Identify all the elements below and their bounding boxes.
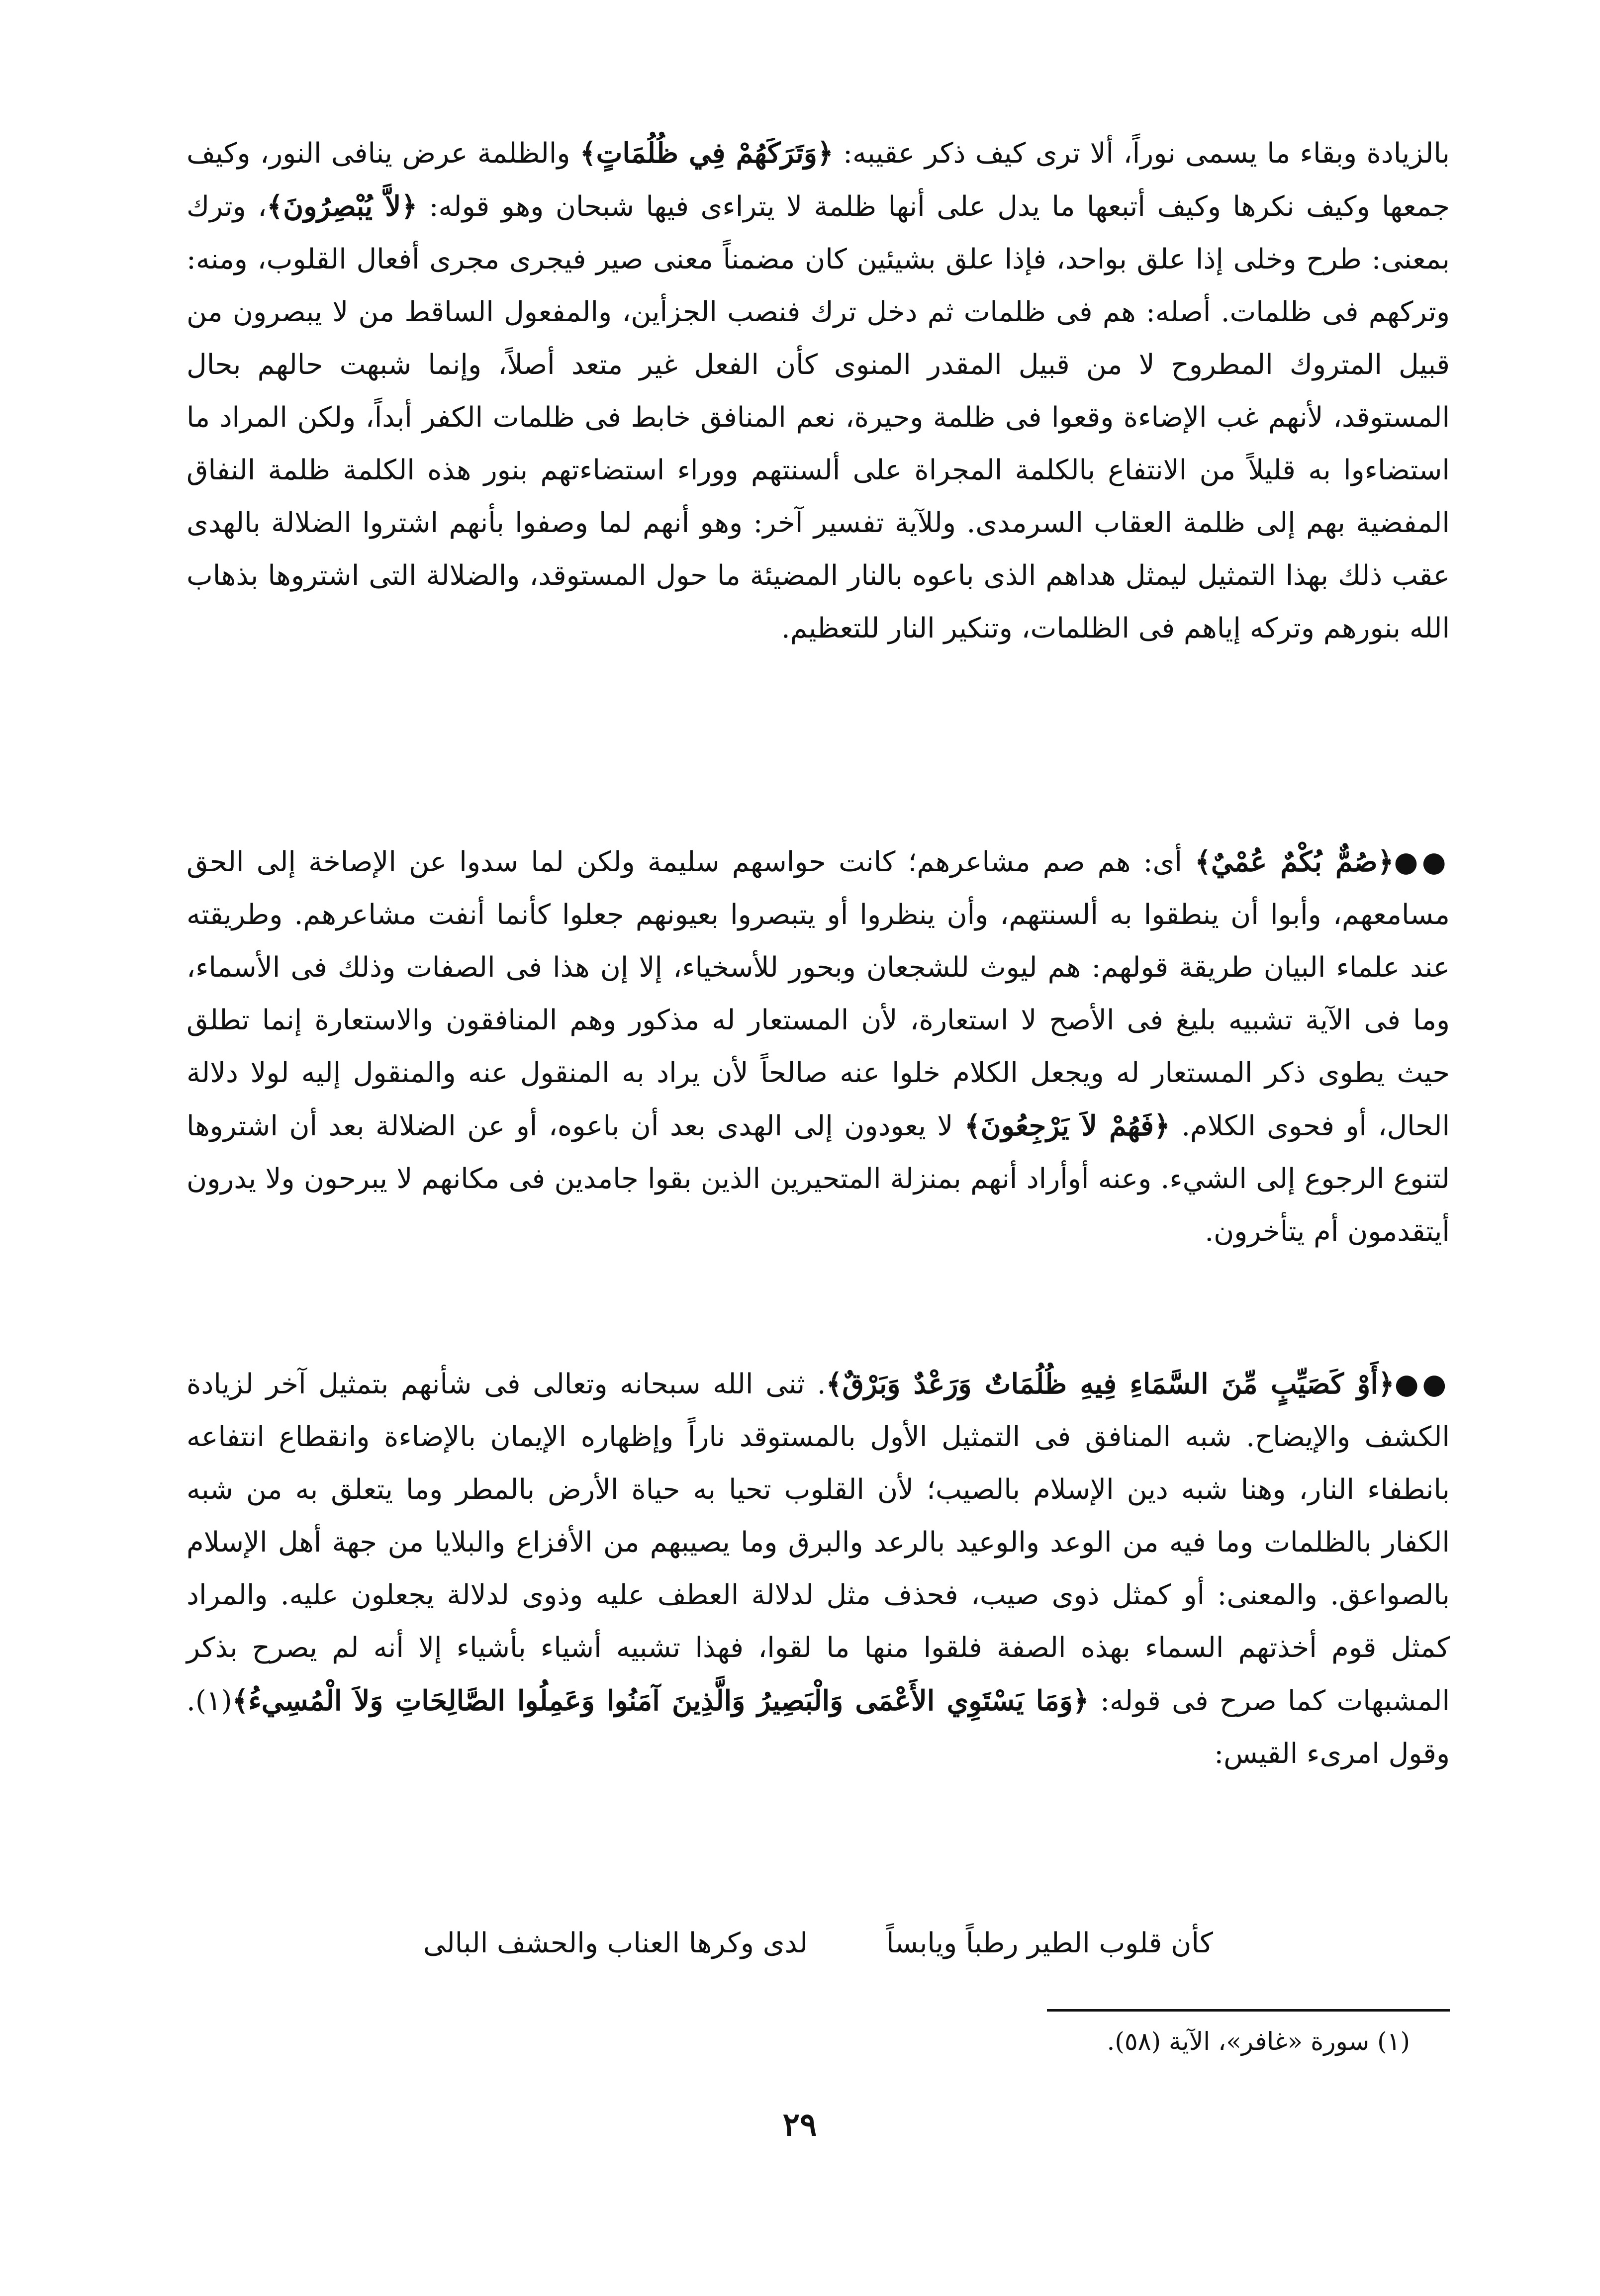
quran-verse: ●● bbox=[1394, 845, 1450, 878]
paragraph-1 bbox=[187, 127, 1450, 655]
paragraph-2-text bbox=[187, 835, 1450, 1258]
paragraph-2 bbox=[187, 835, 1450, 1258]
quran-verse: ﴿وَتَرَكَهُمْ فِي ظُلُمَاتٍ﴾ bbox=[579, 137, 834, 170]
footnote: (١) سورة «غافر»، الآية (٥٨). bbox=[1107, 2027, 1410, 2056]
quran-verse: ●● bbox=[1394, 1368, 1450, 1400]
text-run: . وقول امرىء القيس: bbox=[187, 1685, 1450, 1770]
poem-second-hemistich: لدى وكرها العناب والحشف البالى bbox=[423, 1927, 808, 1959]
text-run: بالزيادة وبقاء ما يسمى نوراً، ألا ترى كيف ذكر عقيبه: bbox=[833, 137, 1450, 170]
paragraph-1-text bbox=[187, 127, 1450, 655]
quran-verse: ﴿لاَّ يُبْصِرُونَ﴾ bbox=[267, 190, 418, 223]
quran-verse: ﴿فَهُمْ لاَ يَرْجِعُونَ﴾ bbox=[964, 1109, 1170, 1142]
text-run: أى: هم صم مشاعرهم؛ كانت حواسهم سليمة ولكن لما سدوا عن الإصاخة إلى الحق مسامعهم، وأبوا أن ينطقوا به ألسنتهم، وأن ينظروا أو يتبصروا بعيونهم جعلوا كأنما أنفت مشاعرهم. وطريقته عند علماء البيان طريقة قولهم: هم ليوث للشجعان وبحور للأسخياء، إلا إن هذا فى الصفات وذلك فى الأسماء، وما فى الآية تشبيه بليغ فى الأصح لا استعارة، لأن المستعار له مذكور وهم المنافقون والاستعارة إنما تطلق حيث يطوى ذكر المستعار له ويجعل الكلام خلوا عنه صالحاً لأن يراد به المنقول عنه والمنقول إليه لولا دلالة الحال، أو فحوى الكلام. bbox=[187, 846, 1450, 1142]
footnote-divider bbox=[1047, 2009, 1450, 2012]
paragraph-3-text bbox=[187, 1358, 1450, 1780]
poem-verse bbox=[187, 1917, 1450, 1970]
text-run: والظلمة عرض ينافى النور، وكيف جمعها وكيف نكرها وكيف أتبعها ما يدل على أنها ظلمة لا يتراءى فيها شبحان وهو قوله: bbox=[187, 137, 1450, 223]
poem-first-hemistich: كأن قلوب الطير رطباً ويابساً bbox=[886, 1927, 1214, 1959]
paragraph-3 bbox=[187, 1358, 1450, 1780]
quran-verse: ﴿صُمٌّ بُكْمٌ عُمْيٌ﴾ bbox=[1195, 845, 1394, 878]
quran-verse: ﴿وَمَا يَسْتَوِي الأَعْمَى وَالْبَصِيرُ وَالَّذِينَ آمَنُوا وَعَمِلُوا الصَّالِحَاتِ وَلاَ الْمُسِيءُ﴾ bbox=[232, 1684, 1089, 1717]
page-number: ٢٩ bbox=[782, 2106, 817, 2143]
text-run: (١) bbox=[195, 1685, 232, 1717]
text-run: لا يعودون إلى الهدى بعد أن باعوه، أو عن الضلالة بعد أن اشتروها لتنوع الرجوع إلى الشيء. وعنه أوأراد أنهم بمنزلة المتحيرين الذين بقوا جامدين فى مكانهم لا يبرحون ولا يدرون أيتقدمون أم يتأخرون. bbox=[187, 1110, 1450, 1248]
text-run: ، وترك بمعنى: طرح وخلى إذا علق بواحد، فإذا علق بشيئين كان مضمناً معنى صير فيجرى مجرى أفعال القلوب، ومنه: وتركهم فى ظلمات. أصله: هم فى ظلمات ثم دخل ترك فنصب الجزأين، والمفعول الساقط من لا يبصرون من قبيل المتروك المطروح لا من قبيل المقدر المنوى كأن الفعل غير متعد أصلاً، وإنما شبهت حالهم بحال المستوقد، لأنهم غب الإضاءة وقعوا فى ظلمة وحيرة، نعم المنافق خابط فى ظلمات الكفر أبداً، ولكن المراد ما استضاءوا به قليلاً من الانتفاع بالكلمة المجراة على ألسنتهم ووراء استضاءتهم بنور هذه الكلمة ظلمة النفاق المفضية بهم إلى ظلمة العقاب السرمدى. وللآية تفسير آخر: وهو أنهم لما وصفوا بأنهم اشتروا الضلالة بالهدى عقب ذلك بهذا التمثيل ليمثل هداهم الذى باعوه بالنار المضيئة ما حول المستوقد، والضلالة التى اشتروها بذهاب الله بنورهم وتركه إياهم فى الظلمات، وتنكير النار للتعظيم. bbox=[187, 190, 1450, 644]
quran-verse: ﴿أَوْ كَصَيِّبٍ مِّنَ السَّمَاءِ فِيهِ ظُلُمَاتٌ وَرَعْدٌ وَبَرْقٌ﴾ bbox=[826, 1368, 1395, 1400]
text-run: . ثنى الله سبحانه وتعالى فى شأنهم بتمثيل آخر لزيادة الكشف والإيضاح. شبه المنافق فى التمثيل الأول بالمستوقد ناراً وإظهاره الإيمان بالإضاءة وانقطاع انتفاعه بانطفاء النار، وهنا شبه دين الإسلام بالصيب؛ لأن القلوب تحيا به حياة الأرض بالمطر وما يتعلق به من شبه الكفار بالظلمات وما فيه من الوعد والوعيد بالرعد والبرق وما يصيبهم من الأفزاع والبلايا من جهة أهل الإسلام بالصواعق. والمعنى: أو كمثل ذوى صيب، فحذف مثل لدلالة العطف عليه وذوى لدلالة يجعلون عليه. والمراد كمثل قوم أخذتهم السماء بهذه الصفة فلقوا منها ما لقوا، فهذا تشبيه أشياء بأشياء إلا أنه لم يصرح بذكر المشبهات كما صرح فى قوله: bbox=[187, 1368, 1450, 1717]
